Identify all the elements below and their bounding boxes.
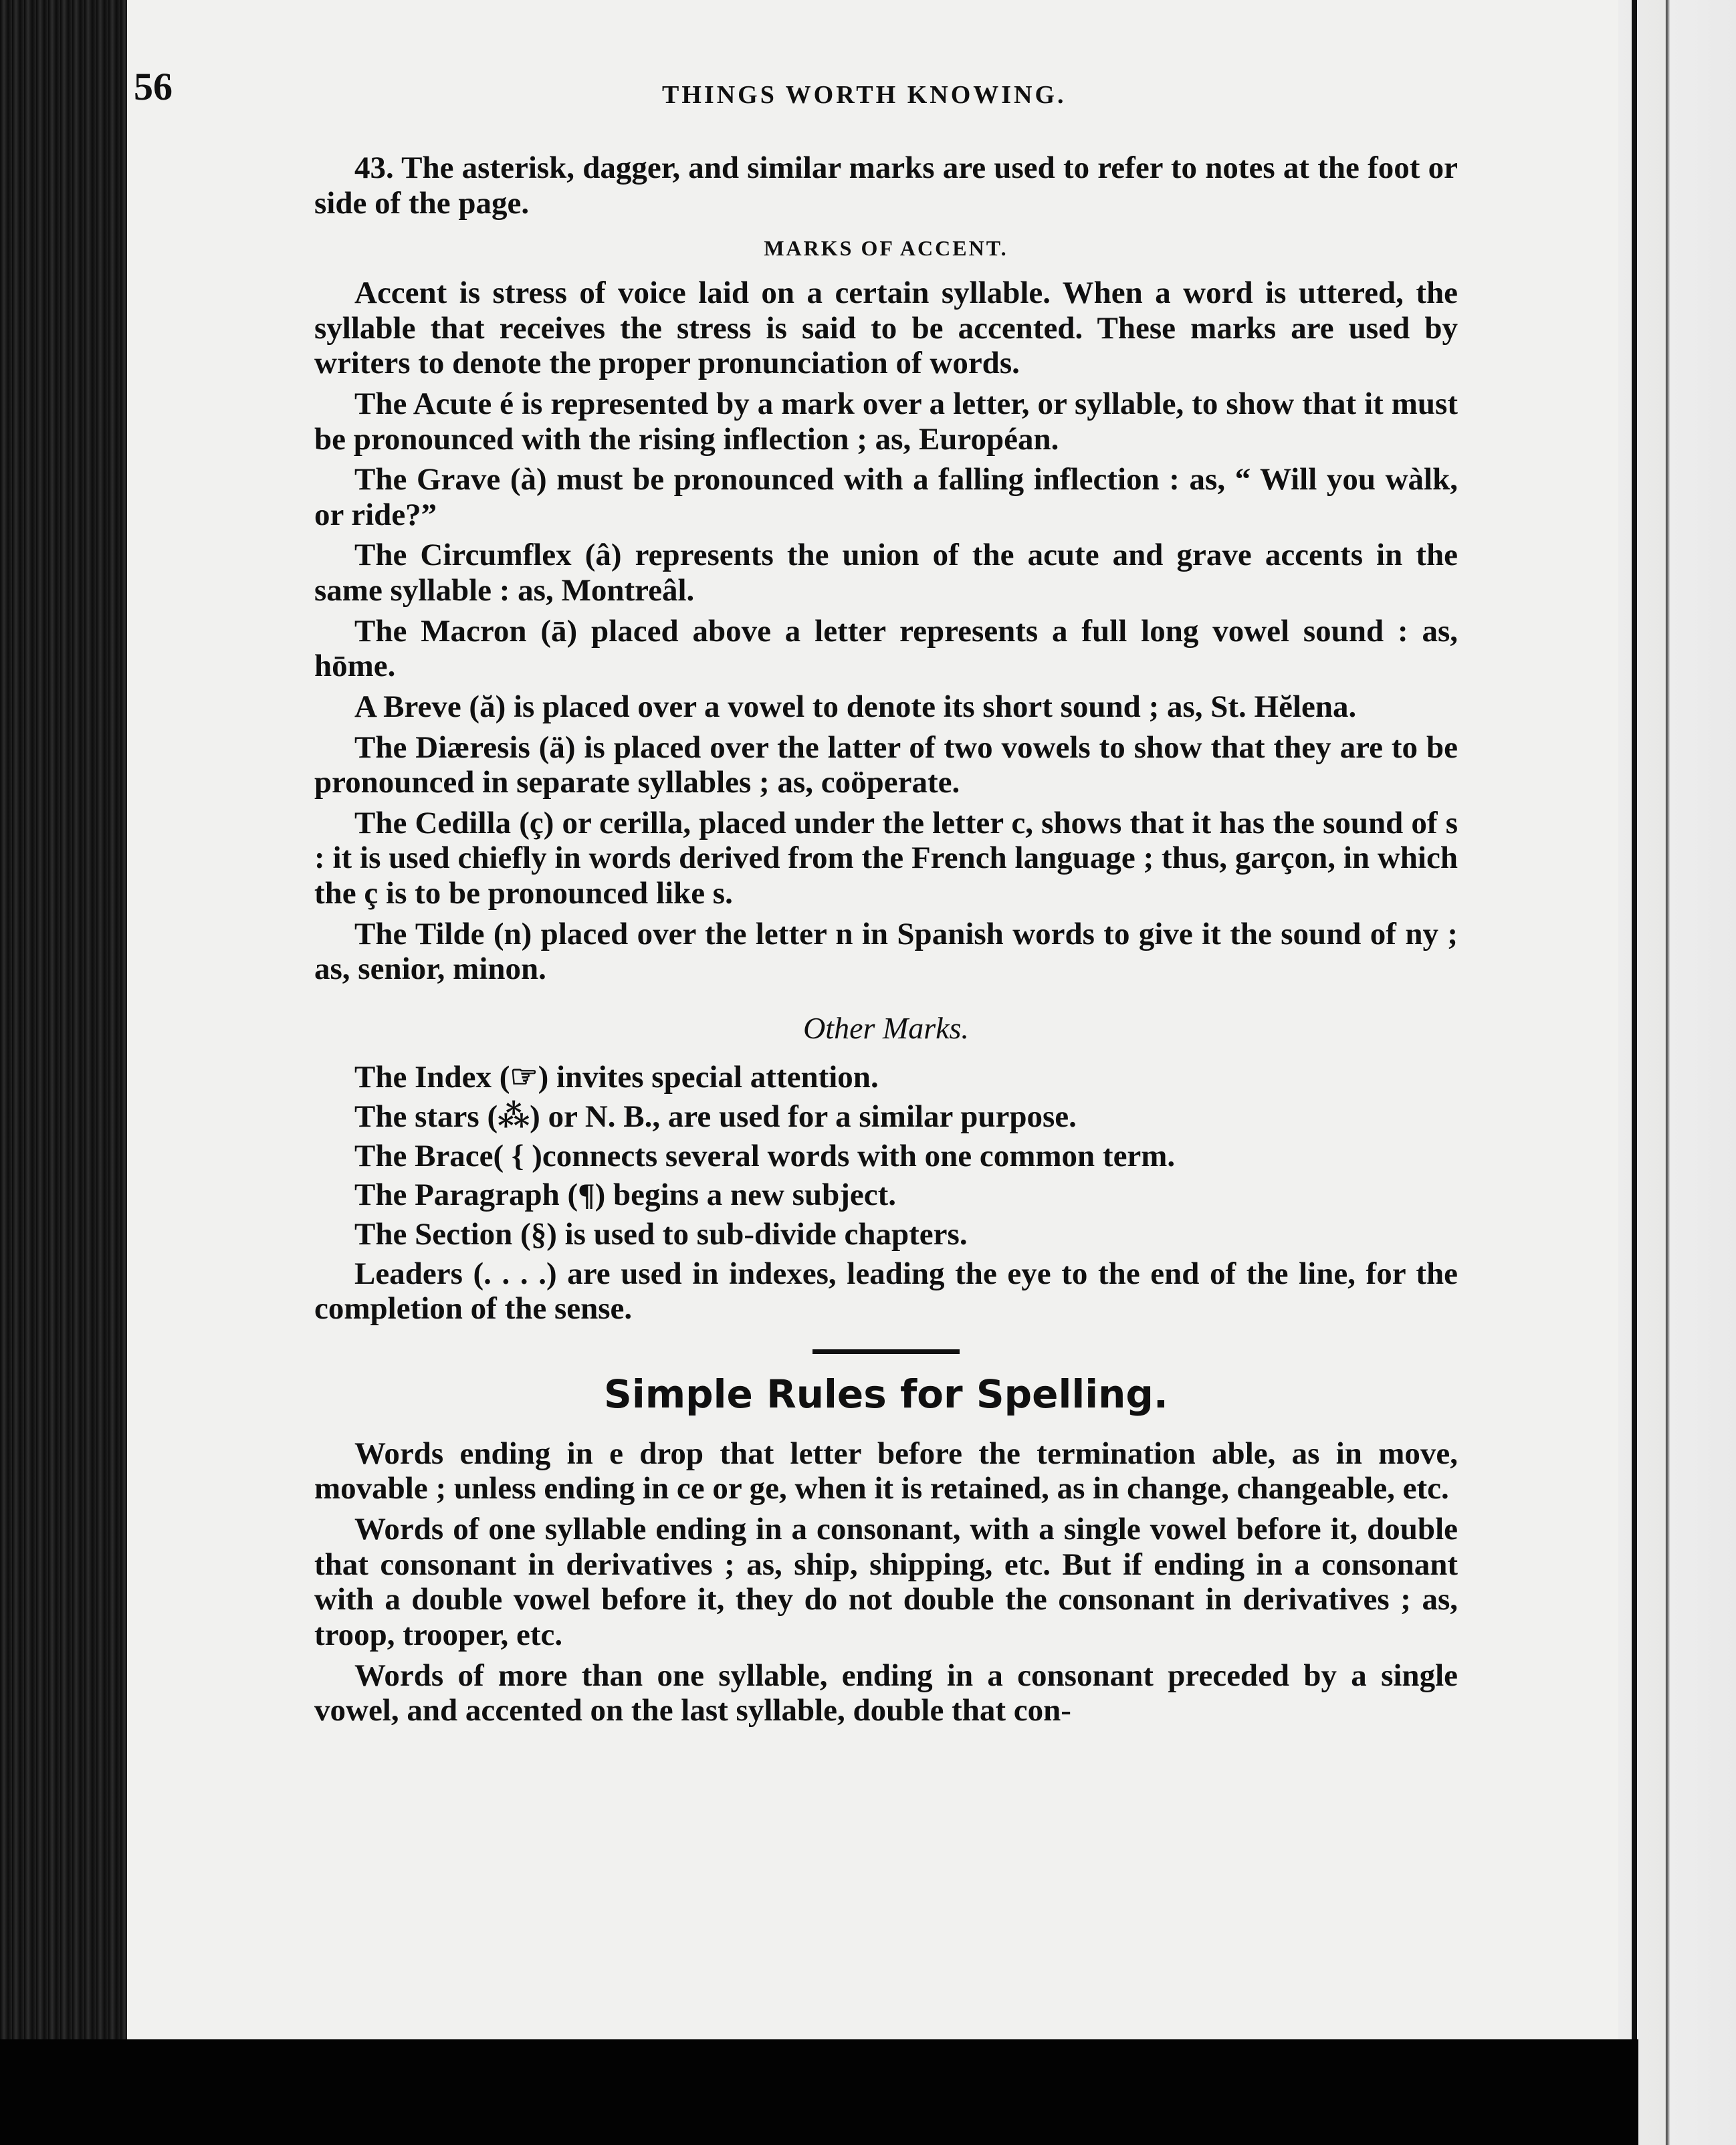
accent-paragraph: The Cedilla (ç) or cerilla, placed under the letter c, shows that it has the sound of s : it is used chiefly in words derived from the French language ; thus, garçon, in which the ç is to be pronounced like s. — [314, 805, 1458, 911]
page-number: 56 — [134, 65, 173, 108]
list-item: The Index (☞) invites special attention. — [354, 1060, 879, 1095]
accent-paragraph: The Tilde (n) placed over the letter n in Spanish words to give it the sound of ny ; as, senior, minon. — [314, 916, 1458, 987]
section-divider-rule — [812, 1349, 960, 1354]
accent-paragraph: The Acute é is represented by a mark over a letter, or syllable, to show that it must be pronounced with the rising inflection ; as, Européan. — [314, 386, 1458, 457]
book-spine-edge — [0, 0, 140, 2145]
spelling-paragraph: Words of more than one syllable, ending in a consonant preceded by a single vowel, and accented on the last syllable, double that con- — [314, 1658, 1458, 1728]
page-gutter-line — [1632, 0, 1637, 2145]
list-item: The Paragraph (¶) begins a new subject. — [354, 1177, 897, 1213]
list-item: The Brace( { )connects several words with one common term. — [354, 1138, 1176, 1173]
list-item: Leaders (. . . .) are used in indexes, leading the eye to the end of the line, for the completion of the sense. — [314, 1256, 1458, 1327]
accent-paragraph: A Breve (ă) is placed over a vowel to denote its short sound ; as, St. Hĕlena. — [354, 689, 1357, 724]
spelling-paragraph: Words ending in e drop that letter before the termination able, as in move, movable ; unless ending in ce or ge, when it is retained, as in change, changeable, etc. — [314, 1436, 1458, 1506]
list-item: The stars (⁂) or N. B., are used for a similar purpose. — [354, 1099, 1077, 1135]
accent-paragraph: The Grave (à) must be pronounced with a falling inflection : as, “ Will you wàlk, or ride?” — [314, 462, 1458, 532]
other-marks-list — [314, 1060, 1458, 1326]
section-heading-marks-of-accent: MARKS OF ACCENT. — [764, 236, 1008, 261]
accent-paragraph: The Diæresis (ä) is placed over the latter of two vowels to show that they are to be pronounced in separate syllables ; as, coöperate. — [314, 729, 1458, 800]
accent-paragraph: The Circumflex (â) represents the union of the acute and grave accents in the same syllable : as, Montreâl. — [314, 538, 1458, 608]
list-item: The Section (§) is used to sub-divide chapters. — [354, 1216, 968, 1252]
section-heading-spelling: Simple Rules for Spelling. — [604, 1371, 1168, 1417]
paragraph-43: 43. The asterisk, dagger, and similar marks are used to refer to notes at the foot or side of the page. — [314, 150, 1458, 221]
scan-background — [0, 2039, 1638, 2145]
running-head: THINGS WORTH KNOWING. — [662, 81, 1067, 109]
page-body — [314, 150, 1458, 1734]
section-heading-other-marks: Other Marks. — [803, 1010, 969, 1045]
accent-paragraph: The Macron (ā) placed above a letter represents a full long vowel sound : as, hōme. — [314, 613, 1458, 684]
spelling-paragraph: Words of one syllable ending in a consonant, with a single vowel before it, double that consonant in derivatives ; as, ship, shipping, etc. But if ending in a consonant with a double vowel before it, they do not double the consonant in derivatives ; as, troop, trooper, etc. — [314, 1512, 1458, 1652]
accent-paragraph: Accent is stress of voice laid on a certain syllable. When a word is uttered, the syllable that receives the stress is said to be accented. These marks are used by writers to denote the proper pronunciation of words. — [314, 275, 1458, 381]
